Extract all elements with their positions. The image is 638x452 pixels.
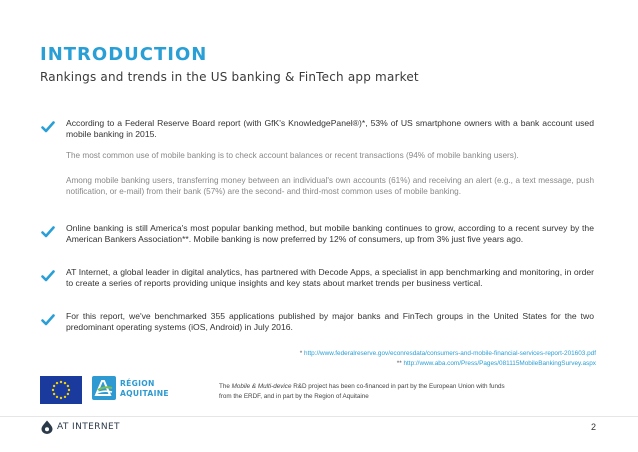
footnote-marker: **: [396, 360, 404, 367]
page-title: INTRODUCTION: [40, 44, 208, 65]
page-subtitle: Rankings and trends in the US banking & FinTech app market: [40, 70, 419, 84]
footnote-1[interactable]: [176, 349, 596, 359]
bullet-benchmark: For this report, we've benchmarked 355 applications published by major banks and FinTech groups in the United States for the two predominant operating systems (iOS, Android) in July 2016.: [66, 311, 594, 333]
footnote-links: [176, 349, 596, 369]
brand-name: AT INTERNET: [57, 422, 120, 432]
eu-flag-icon: [40, 376, 82, 404]
check-icon: [41, 314, 55, 326]
footnote-2[interactable]: [176, 359, 596, 369]
check-icon: [41, 226, 55, 238]
at-internet-logo-icon: [41, 420, 53, 434]
funding-prefix: The: [219, 383, 232, 390]
region-aquitaine-icon: [92, 376, 116, 400]
footer-divider: [0, 416, 638, 417]
footnote-link-aba[interactable]: http://www.aba.com/Press/Pages/081115MobileBankingSurvey.aspx: [403, 360, 596, 367]
page-number: 2: [590, 422, 596, 432]
bullet-online-banking: Online banking is still America's most popular banking method, but mobile banking continues to grow, according to a recent survey by the American Bankers Association**. Mobile banking is now preferred by 12% of consumers, up from 3% just five years ago.: [66, 223, 594, 245]
region-logo-line2: AQUITAINE: [120, 388, 169, 398]
region-aquitaine-wordmark: [120, 379, 169, 398]
check-icon: [41, 270, 55, 282]
funding-line1: R&D project has been co-financed in part by the European Union with funds: [291, 383, 505, 390]
footnote-link-federal-reserve[interactable]: http://www.federalreserve.gov/econresdata/consumers-and-mobile-financial-services-report-201603.pdf: [304, 350, 596, 357]
funding-note: [219, 382, 559, 402]
footnote-marker: *: [299, 350, 305, 357]
sub-point-check-balances: The most common use of mobile banking is to check account balances or recent transactions (94% of mobile banking users).: [66, 151, 519, 160]
check-icon: [41, 121, 55, 133]
sub-point-transfers: Among mobile banking users, transferring money between an individual's own accounts (61%) and receiving an alert (e.g., a text message, push notification, or e-mail) from their bank (57%) are the second- and third-most common uses of mobile banking.: [66, 176, 594, 196]
region-aquitaine-logo: [92, 376, 186, 404]
region-logo-line1: RÉGION: [120, 379, 155, 388]
bullet-partnership: AT Internet, a global leader in digital analytics, has partnered with Decode Apps, a specialist in app benchmarking and monitoring, in order to create a series of reports providing unique insights and key stats about market trends per business vertical.: [66, 267, 594, 289]
funding-line2: from the ERDF, and in part by the Region of Aquitaine: [219, 393, 369, 400]
bullet-federal-reserve: According to a Federal Reserve Board report (with GfK's KnowledgePanel®)*, 53% of US smartphone owners with a bank account used mobile banking in 2015.: [66, 118, 594, 140]
funding-project-name: Mobile & Multi-device: [231, 383, 292, 390]
